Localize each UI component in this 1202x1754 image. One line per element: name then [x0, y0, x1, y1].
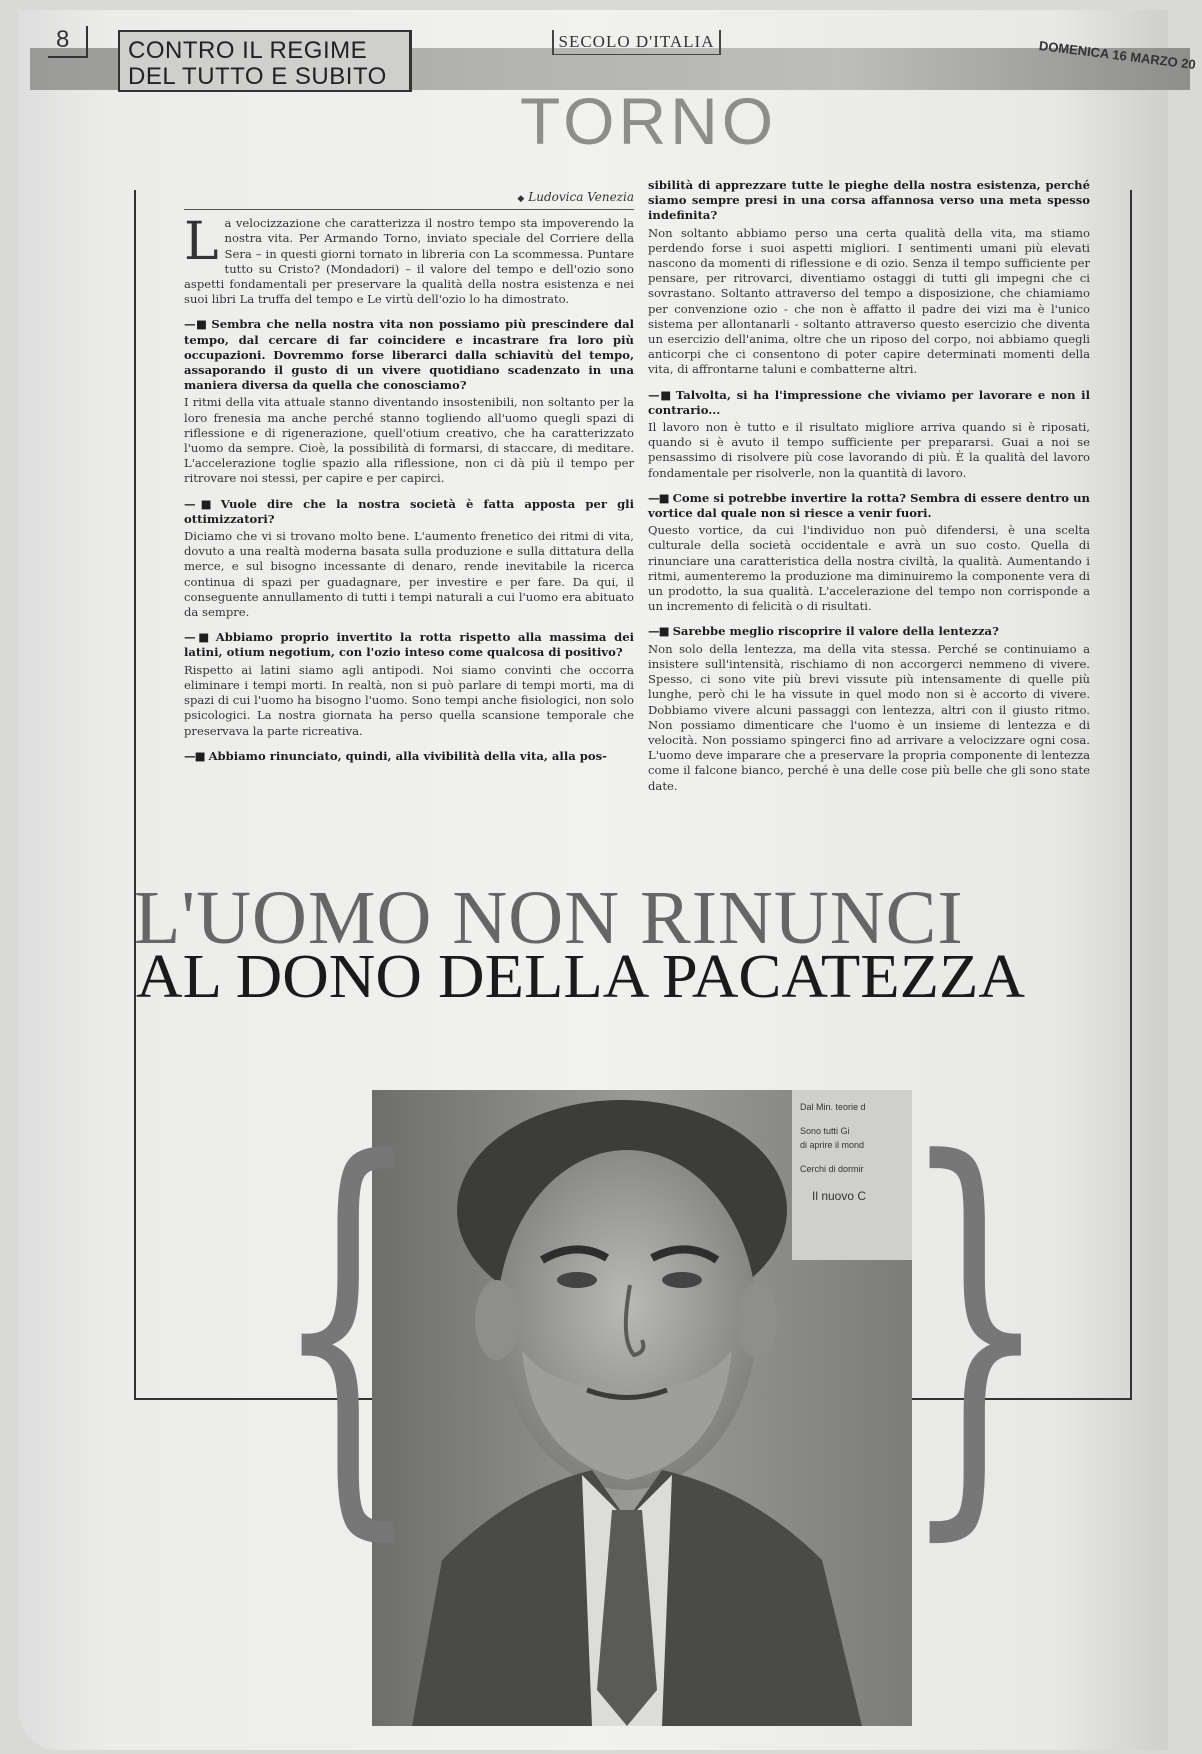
- diamond-icon: ◆: [517, 194, 525, 204]
- question-marker-icon: —■: [648, 387, 672, 402]
- byline: [184, 190, 634, 210]
- answer-4: Non soltanto abbiamo perso una certa qualità della vita, ma stiamo perdendo forse i suoi aspetti migliori. I sentimenti umani più elevati nascono da momenti di riflessione e di ozio. Senza il tempo sufficiente per pensare, per ritrovarci, diventiamo ostaggi di tutti gli impegni che ci sovrastano. Soltanto attraverso del tempo a disposizione, che chiamiamo per convenzione ozio - che non è affatto il padre dei vizi ma è l'unico sistema per allontanarli - soltanto attraverso questo esercizio che diventa un esercizio dell'anima, oltre che un riposo del corpo, noi abbiamo quegli anticorpi che ci consentono di poter capire determinati momenti della vita, di affrontarne taluni e combatterne altri.: [648, 225, 1090, 377]
- answer-5: Il lavoro non è tutto e il risultato migliore arriva quando si è riposati, quando si è avuto il tempo sufficiente per prepararsi. Guai a noi se pensassimo di risolvere più cose lavorando di più. È la qualità del lavoro fondamentale per risolverle, non la quantità di lavoro.: [648, 420, 1090, 480]
- screen-text-4: Cerchi di dormir: [800, 1164, 864, 1174]
- article-column-right: [648, 178, 1090, 803]
- question-5: [648, 388, 1090, 418]
- answer-3: Rispetto ai latini siamo agli antipodi. Noi siamo convinti che occorra eliminare i tempi morti. In realtà, non si può parlare di tempi morti, ma di spazi di cui l'uomo ha bisogno l'uomo. Sono tempi anche fisiologici, non solo psicologici. La nostra giornata ha perso quella scansione temporale che preservava la parte ricreativa.: [184, 662, 634, 738]
- question-marker-icon: —■: [184, 317, 208, 332]
- screen-text-5: Il nuovo C: [812, 1189, 867, 1203]
- tv-screen: [792, 1090, 912, 1260]
- question-marker-icon: —■: [184, 748, 205, 763]
- question-marker-icon: —■: [184, 630, 212, 645]
- article-column-left: [184, 190, 634, 766]
- question-3-text: Abbiamo proprio invertito la rotta rispetto alla massima dei latini, otium negotium, con l'ozio inteso come qualcosa di positivo?: [184, 630, 634, 660]
- question-2: [184, 497, 634, 527]
- issue-date: DOMENICA 16 MARZO 20: [1038, 38, 1197, 73]
- page-number: 8: [48, 26, 88, 58]
- answer-2: Diciamo che vi si trovano molto bene. L'aumento frenetico dei ritmi di vita, dovuto a una realtà moderna basata sulla produzione e sulla dittatura della merce, e sul bisogno incessante di denaro, rende inevitabile la ricerca continua di spazi per guadagnare, per investire e per fare. Da qui, il conseguente annullamento di tutti i tempi naturali a cui l'uomo era abituato da sempre.: [184, 529, 634, 620]
- section-kicker: [128, 38, 418, 90]
- answer-1: I ritmi della vita attuale stanno diventando insostenibili, non soltanto per la loro frenesia ma anche perché stanno togliendo all'uomo quegli spazi di riflessione e di rigenerazione, quell'otium creativo, che ha caratterizzato l'uomo da sempre. Cioè, la possibilità di formarsi, di staccare, di meditare. L'accelerazione toglie spazio alla riflessione, non ci dà più il tempo per ritrovare noi stessi, per capire e per capirci.: [184, 395, 634, 486]
- byline-author: Ludovica Venezia: [528, 190, 634, 204]
- headline-line-2: AL DONO DELLA PACATEZZA: [136, 943, 1025, 1011]
- question-2-text: Vuole dire che la nostra società è fatta apposta per gli ottimizzatori?: [184, 496, 634, 526]
- screen-text-3: di aprire il mond: [800, 1140, 865, 1150]
- left-brace-ornament: {: [272, 1075, 423, 1575]
- dropcap: L: [184, 212, 219, 273]
- intro-paragraph: [184, 212, 634, 307]
- question-1-text: Sembra che nella nostra vita non possiamo più prescindere dal tempo, dal cercare di far coincidere e incastrare fra loro più occupazioni. Dovremmo forse liberarci dalla schiavitù del tempo, assaporando il gusto di un vivere quotidiano scadenzato in una maniera diversa da quella che conosciamo?: [184, 317, 634, 393]
- kicker-line-1: CONTRO IL REGIME: [128, 37, 368, 64]
- question-4: [184, 749, 634, 764]
- question-7: [648, 624, 1090, 639]
- question-6-text: Come si potrebbe invertire la rotta? Sembra di essere dentro un vortice dal quale non si riesce a venir fuori.: [648, 490, 1090, 521]
- question-7-text: Sarebbe meglio riscoprire il valore della lentezza?: [672, 624, 999, 639]
- answer-6: Questo vortice, da cui l'individuo non può difendersi, è una scelta culturale della società occidentale e avrà un suo costo. Quella di rinunciare una caratteristica della nostra civiltà, la qualità. Aumentando i ritmi, aumenteremo la produzione ma diminuiremo la componente vera di un prodotto, la sua qualità. L'accelerazione del tempo non corrisponde a un incremento di felicità o di risultati.: [648, 523, 1090, 614]
- question-5-text: Talvolta, si ha l'impressione che viviamo per lavorare e non il contrario...: [648, 387, 1090, 417]
- question-3: [184, 630, 634, 660]
- kicker-line-2: DEL TUTTO E SUBITO: [128, 63, 387, 90]
- question-6: [648, 491, 1090, 521]
- portrait-photo: [372, 1090, 912, 1726]
- screen-text-1: Dal Min. teorie d: [800, 1102, 866, 1112]
- question-marker-icon: —■: [648, 490, 669, 505]
- question-marker-icon: —■: [184, 496, 217, 511]
- screen-text-2: Sono tutti Gi: [800, 1126, 850, 1136]
- interviewee-name: TORNO: [520, 84, 778, 158]
- question-1: [184, 317, 634, 393]
- masthead: SECOLO D'ITALIA: [552, 30, 721, 55]
- question-4-text: Abbiamo rinunciato, quindi, alla vivibilità della vita, alla pos-: [208, 748, 607, 763]
- right-brace-ornament: }: [900, 1075, 1051, 1575]
- intro-text: a velocizzazione che caratterizza il nostro tempo sta impoverendo la nostra vita. Per Armando Torno, inviato speciale del Corriere della Sera – in questi giorni tornato in libreria con La scommessa. Puntare tutto su Cristo? (Mondadori) – il valore del tempo e dell'ozio sono aspetti fondamentali per preservare la qualità della nostra esistenza e nei suoi libri La truffa del tempo e Le virtù dell'ozio lo ha dimostrato.: [184, 216, 634, 307]
- question-marker-icon: —■: [648, 624, 669, 639]
- question-4-continued: sibilità di apprezzare tutte le pieghe della nostra esistenza, perché siamo sempre presi in una corsa affannosa verso una meta spesso indefinita?: [648, 178, 1090, 223]
- answer-7: Non solo della lentezza, ma della vita stessa. Perché se continuiamo a insistere sull'intensità, rischiamo di non accorgerci nemmeno di vivere. Spesso, ci sono vite più brevi vissute più intensamente di quelle più lunghe, però chi le ha vissute in quel modo non si è accorto di vivere. Dobbiamo vivere alcuni passaggi con lentezza, altri con il giusto ritmo. Non possiamo dimenticare che l'uomo è un insieme di lentezza e di velocità. Non possiamo spingerci fino ad arrivare a velocizzare ogni cosa. L'uomo deve imparare che a preservare la propria componente di lentezza come il falcone bianco, perché è una delle cose più belle che gli sono state date.: [648, 641, 1090, 793]
- portrait-illustration: [372, 1090, 912, 1726]
- headline-line-1: L'UOMO NON RINUNCI: [134, 876, 964, 960]
